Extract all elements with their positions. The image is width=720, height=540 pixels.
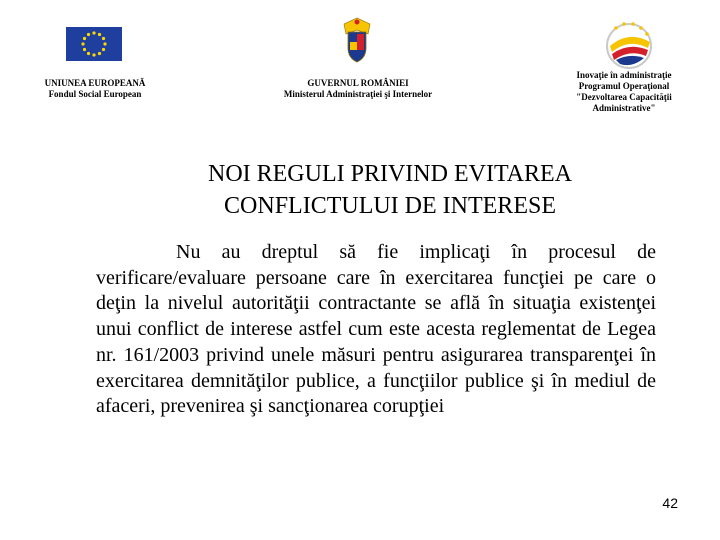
program-logo-icon: [596, 16, 662, 72]
government-caption-line1: GUVERNUL ROMÂNIEI: [307, 78, 409, 88]
slide-title-line2: CONFLICTULUI DE INTERESE: [224, 193, 556, 219]
program-caption-line2: Programul Operaţional: [578, 81, 670, 91]
eu-caption: [20, 78, 170, 100]
slide-body-text: Nu au dreptul să fie implicaţi în procesul de verificare/evaluare persoane care în exercitarea funcţiei pe care o deţin la nivelul autorităţii contractante se află în situaţia existenţei unui conflict de interese astfel cum este acesta reglementat de Legea nr. 161/2003 privind unele măsuri pentru asigurarea transparenţei în exercitarea demnităţilor publice, a funcţiilor publice şi în mediul de afaceri, prevenirea şi sancţionarea corupţiei: [96, 241, 656, 418]
program-caption-line1: Inovaţie în administraţie: [576, 70, 672, 80]
slide-title-line1: NOI REGULI PRIVIND EVITAREA: [207, 161, 573, 187]
eu-flag-icon: [66, 27, 122, 61]
program-caption: [554, 70, 694, 114]
government-caption-line2: Ministerul Administraţiei şi Internelor: [283, 89, 433, 99]
eu-caption-line2: Fondul Social European: [48, 89, 142, 99]
program-caption-line3: "Dezvoltarea Capacităţii: [576, 92, 672, 102]
program-caption-line4: Administrative": [592, 103, 656, 113]
page-number: 42: [662, 495, 678, 511]
government-caption: [268, 78, 448, 100]
coat-of-arms-icon: [340, 14, 374, 64]
eu-caption-line1: UNIUNEA EUROPEANĂ: [44, 78, 146, 88]
slide-title: [120, 158, 660, 222]
